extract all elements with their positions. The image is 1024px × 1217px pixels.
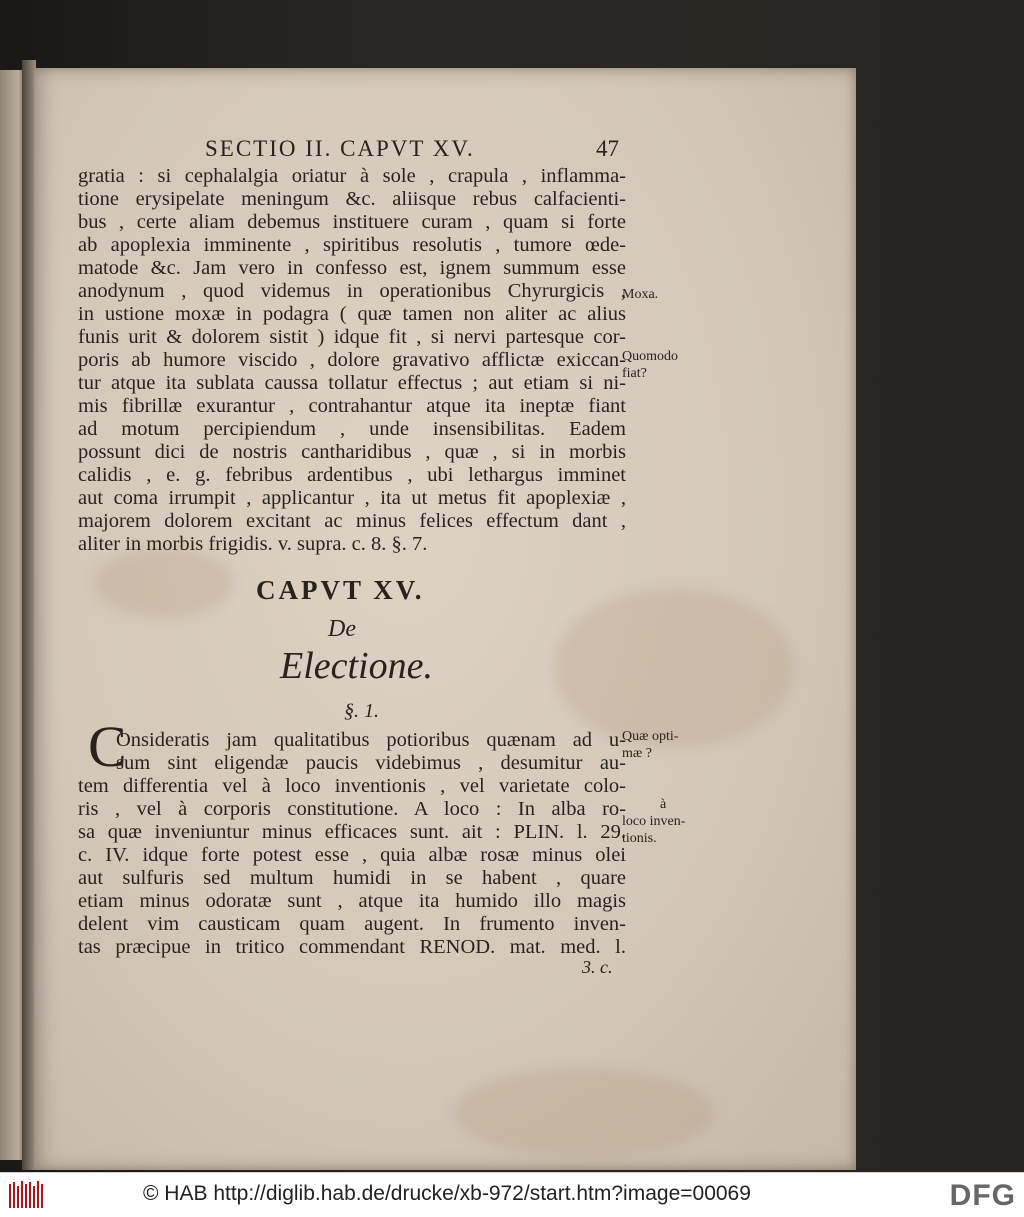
running-head — [205, 136, 625, 166]
text-line: ris , vel à corporis constitutione. A loco : In alba ro- — [78, 798, 626, 820]
text-line: delent vim causticam quam augent. In frumento inven- — [78, 913, 626, 935]
dfg-logo: DFG — [949, 1179, 1016, 1212]
margin-note-line: loco inven- — [622, 814, 686, 829]
chapter-de: De — [328, 616, 356, 642]
text-line: possunt dici de nostris cantharidibus , quæ , si in morbis — [78, 441, 626, 463]
margin-note-quomodo — [622, 348, 732, 382]
text-line: c. IV. idque forte potest esse , quia albæ rosæ minus olei — [78, 844, 626, 866]
text-line: tur atque ita sublata caussa tollatur effectus ; aut etiam si ni- — [78, 372, 626, 394]
text-line: funis urit & dolorem sistit ) idque fit , si nervi partesque cor- — [78, 326, 626, 348]
margin-note-line: Quæ opti- — [622, 729, 679, 744]
text-line: anodynum , quod videmus in operationibus Chyrurgicis , — [78, 280, 626, 302]
page-number: 47 — [596, 136, 619, 161]
drop-cap: C — [88, 714, 127, 779]
catchword: 3. c. — [582, 957, 613, 977]
text-line: poris ab humore viscido , dolore gravativo afflictæ exiccan- — [78, 349, 626, 371]
text-line: aut sulfuris sed multum humidi in se habent , quare — [78, 867, 626, 889]
margin-note-a-loco — [622, 796, 732, 847]
text-line: mis fibrillæ exurantur , contrahantur atque ita ineptæ fiant — [78, 395, 626, 417]
text-line: etiam minus odoratæ sunt , atque ita humido illo magis — [78, 890, 626, 912]
text-line: sum sint eligendæ paucis videbimus , desumitur au- — [116, 752, 626, 774]
text-line: tas præcipue in tritico commendant RENOD. mat. med. l. — [78, 936, 626, 958]
margin-note-line: fiat? — [622, 366, 647, 381]
margin-note-line: Quomodo — [622, 349, 678, 364]
chapter-subject: Electione. — [280, 645, 433, 687]
margin-note-quae-optimae — [622, 728, 732, 762]
text-line: sa quæ inveniuntur minus efficaces sunt. ait : PLIN. l. 29. — [78, 821, 626, 843]
margin-note-line: tionis. — [622, 831, 657, 846]
text-line: calidis , e. g. febribus ardentibus , ubi lethargus imminet — [78, 464, 626, 486]
text-line: gratia : si cephalalgia oriatur à sole , crapula , inflamma- — [78, 165, 626, 187]
hab-logo-icon — [6, 1178, 46, 1212]
text-line: in ustione moxæ in podagra ( quæ tamen non aliter ac alius — [78, 303, 626, 325]
chapter-title: CAPVT XV. — [256, 575, 425, 605]
text-line: Onsideratis jam qualitatibus potioribus quænam ad u- — [116, 729, 626, 751]
margin-note-line: à — [660, 797, 667, 812]
text-line: tione erysipelate meningum &c. aliisque rebus calfacienti- — [78, 188, 626, 210]
footer-copyright-link[interactable]: © HAB http://diglib.hab.de/drucke/xb-972/start.htm?image=00069 — [143, 1182, 751, 1205]
text-line: ad motum percipiendum , unde insensibilitas. Eadem — [78, 418, 626, 440]
text-line: aliter in morbis frigidis. v. supra. c. 8. §. 7. — [78, 533, 428, 555]
text-line: majorem dolorem excitant ac minus felices effectum dant , — [78, 510, 626, 532]
text-line: tem differentia vel à loco inventionis , vel varietate colo- — [78, 775, 626, 797]
text-line: bus , certe aliam debemus instituere curam , quam si forte — [78, 211, 626, 233]
margin-note-moxa: Moxa. — [622, 287, 659, 302]
paragraph-mark: §. 1. — [344, 700, 379, 722]
footer-bar — [0, 1172, 1024, 1217]
running-head-title: SECTIO II. CAPVT XV. — [205, 136, 475, 161]
text-line: matode &c. Jam vero in confesso est, ignem summum esse — [78, 257, 626, 279]
text-line: ab apoplexia imminente , spiritibus resolutis , tumore œde- — [78, 234, 626, 256]
text-line: aut coma irrumpit , applicantur , ita ut metus fit apoplexiæ , — [78, 487, 626, 509]
margin-note-line: mæ ? — [622, 746, 652, 761]
